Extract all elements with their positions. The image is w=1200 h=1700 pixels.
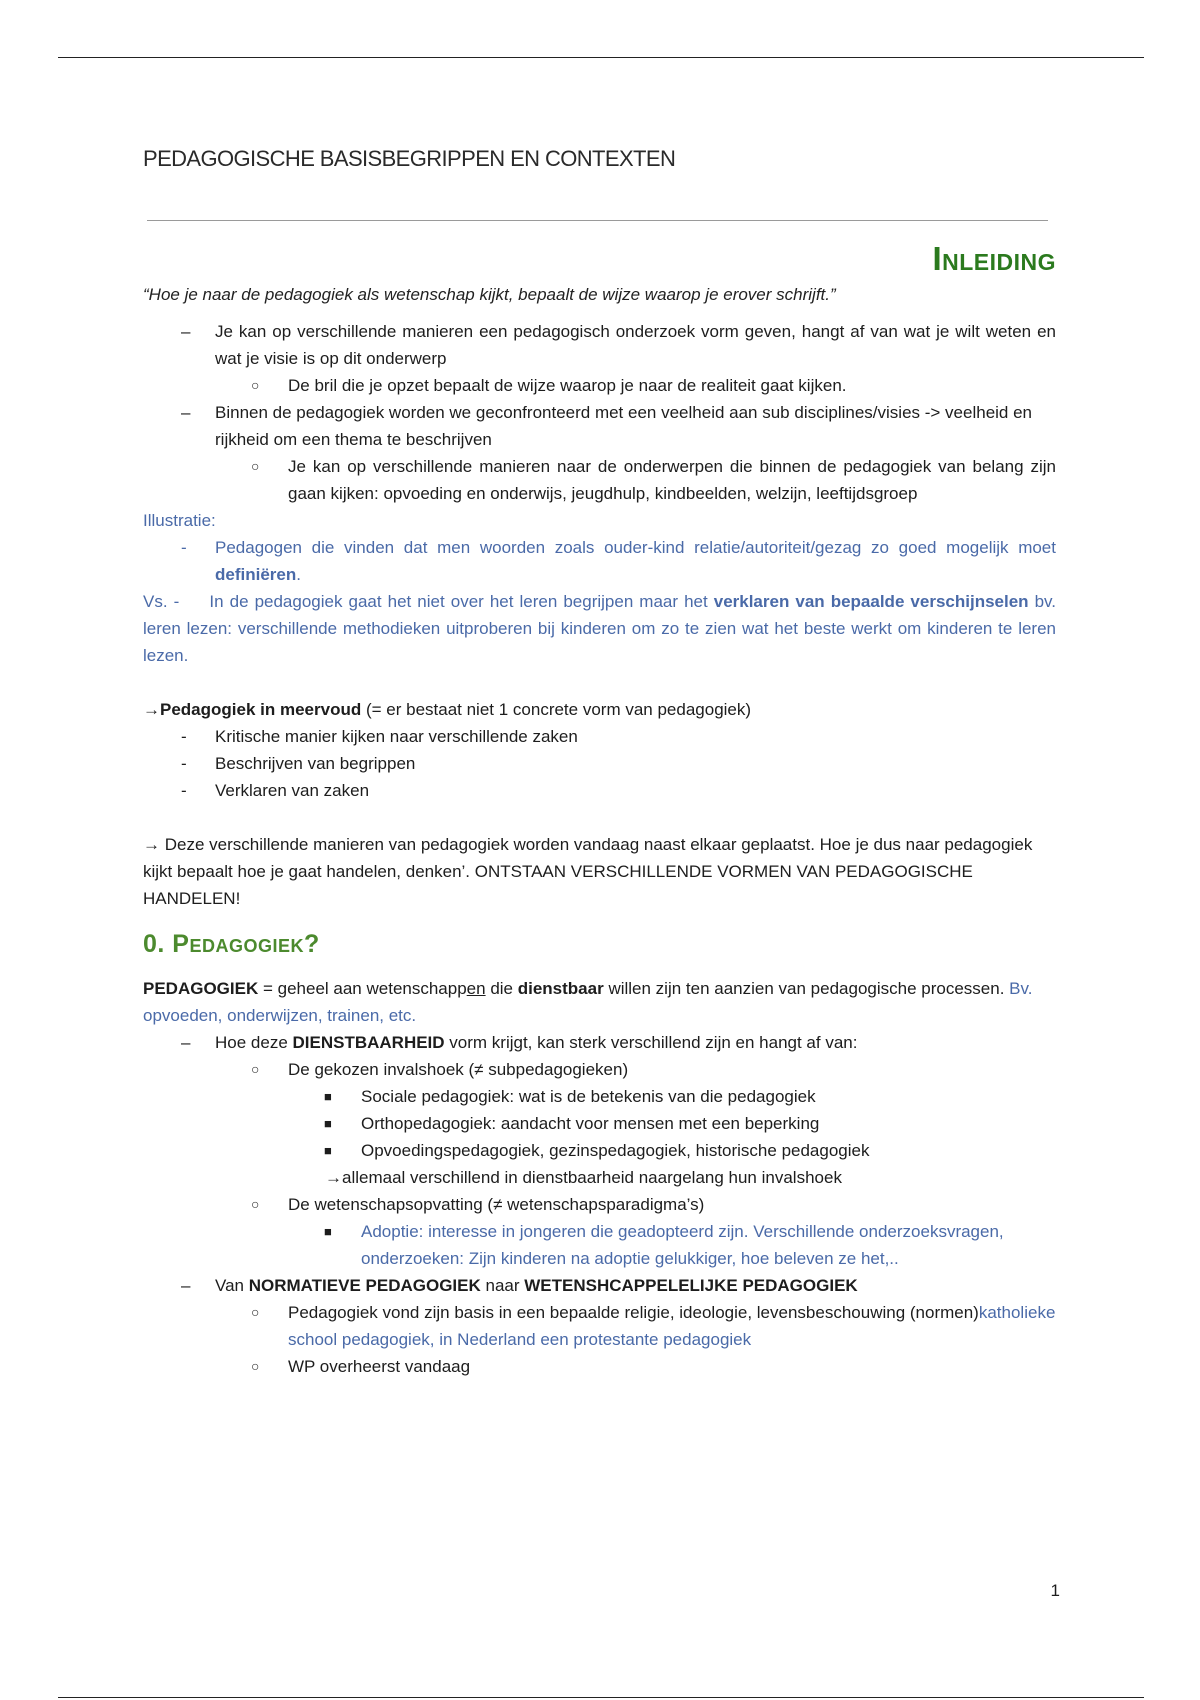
list-note: →allemaal verschillend in dienstbaarheid naargelang hun invalshoek <box>325 1168 842 1187</box>
intro-list <box>143 318 1056 507</box>
list-item: ■ Adoptie: interesse in jongeren die geadopteerd zijn. Verschillende onderzoeksvragen, onderzoeken: Zijn kinderen na adoptie gelukkiger, hoe beleven ze het,.. <box>324 1222 1004 1268</box>
intro-quote: “Hoe je naar de pedagogiek als wetenschap kijkt, bepaalt de wijze waarop je erover schrijft.” <box>143 285 836 304</box>
document-page <box>143 140 1056 1380</box>
heading-inleiding: Inleiding <box>932 240 1056 277</box>
list-item: – Van NORMATIEVE PEDAGOGIEK naar WETENSHCAPPELELIJKE PEDAGOGIEK <box>181 1276 858 1295</box>
title-divider <box>147 220 1048 221</box>
list-item: – Binnen de pedagogiek worden we geconfronteerd met een veelheid aan sub disciplines/visies -> veelheid en rijkheid om een thema te beschrijven <box>181 403 1033 449</box>
list-item: ■ Sociale pedagogiek: wat is de betekenis van die pedagogiek <box>324 1087 816 1106</box>
vs-paragraph: Vs. - In de pedagogiek gaat het niet over het leren begrijpen maar het verklaren van bepaalde verschijnselen bv. leren lezen: verschillende methodieken uitproberen bij kinderen om zo te zien wat het beste werkt om kinderen te leren lezen. <box>143 592 1056 665</box>
list-item: - Verklaren van zaken <box>181 781 370 800</box>
page-number: 1 <box>1050 1581 1060 1600</box>
heading-pedagogiek: 0. Pedagogiek? <box>143 930 320 958</box>
bottom-rule <box>58 1697 1144 1698</box>
plural-heading: →Pedagogiek in meervoud (= er bestaat niet 1 concrete vorm van pedagogiek) <box>143 700 752 719</box>
list-item: - Kritische manier kijken naar verschillende zaken <box>181 727 578 746</box>
list-item: - Pedagogen die vinden dat men woorden zoals ouder-kind relatie/autoriteit/gezag zo goed mogelijk moet definiëren. <box>181 538 1056 584</box>
list-item: ■ Orthopedagogiek: aandacht voor mensen met een beperking <box>324 1114 820 1133</box>
service-list <box>143 1029 1056 1380</box>
list-item: - Beschrijven van begrippen <box>181 754 416 773</box>
list-item: ○ De bril die je opzet bepaalt de wijze waarop je naar de realiteit gaat kijken. <box>251 376 847 395</box>
definition-paragraph: PEDAGOGIEK = geheel aan wetenschappen die dienstbaar willen zijn ten aanzien van pedagogische processen. Bv. opvoeden, onderwijzen, trainen, etc. <box>143 979 1033 1025</box>
list-item: ○ De wetenschapsopvatting (≠ wetenschapsparadigma’s) <box>251 1195 705 1214</box>
list-item: ○ De gekozen invalshoek (≠ subpedagogieken) <box>251 1060 629 1079</box>
list-item: – Je kan op verschillende manieren een pedagogisch onderzoek vorm geven, hangt af van wat je wilt weten en wat je visie is op dit onderwerp <box>181 322 1056 368</box>
illustration-list <box>143 534 1056 588</box>
list-item: ○ Pedagogiek vond zijn basis in een bepaalde religie, ideologie, levensbeschouwing (normen)katholieke school pedagogiek, in Nederland een protestante pedagogiek <box>251 1303 1056 1349</box>
list-item: ○ WP overheerst vandaag <box>251 1357 471 1376</box>
conclusion-paragraph: → Deze verschillende manieren van pedagogiek worden vandaag naast elkaar geplaatst. Hoe je dus naar pedagogiek kijkt bepaalt hoe je gaat handelen, denken’. ONTSTAAN VERSCHILLENDE VORMEN VAN PEDAGOGISCHE HANDELEN! <box>143 835 1033 908</box>
plural-list <box>143 723 1056 804</box>
document-title: PEDAGOGISCHE BASISBEGRIPPEN EN CONTEXTEN <box>143 146 676 171</box>
list-item: ○ Je kan op verschillende manieren naar de onderwerpen die binnen de pedagogiek van belang zijn gaan kijken: opvoeding en onderwijs, jeugdhulp, kindbeelden, welzijn, leeftijdsgroep <box>251 457 1056 503</box>
illustration-label: Illustratie: <box>143 511 216 530</box>
top-rule <box>58 57 1144 58</box>
list-item: – Hoe deze DIENSTBAARHEID vorm krijgt, kan sterk verschillend zijn en hangt af van: <box>181 1033 858 1052</box>
list-item: ■ Opvoedingspedagogiek, gezinspedagogiek, historische pedagogiek <box>324 1141 870 1160</box>
